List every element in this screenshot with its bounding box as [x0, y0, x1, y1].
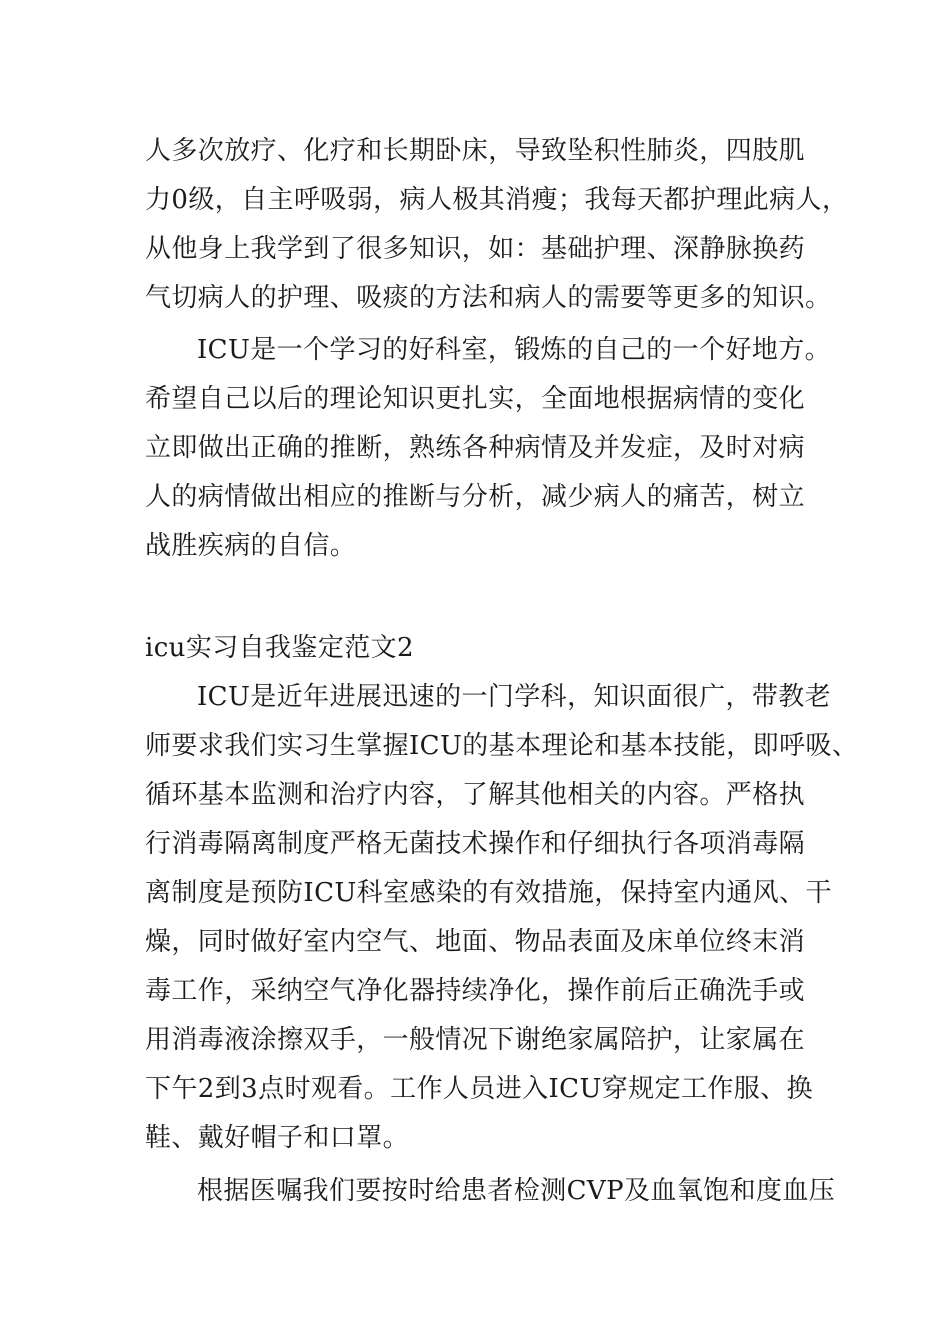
paragraph-2-line-3: 立即做出正确的推断，熟练各种病情及并发症，及时对病	[145, 433, 806, 463]
paragraph-3-line-3: 循环基本监测和治疗内容，了解其他相关的内容。严格执	[145, 780, 806, 810]
paragraph-3-line-7: 毒工作，采纳空气净化器持续净化，操作前后正确洗手或	[145, 976, 806, 1006]
paragraph-3-line-6: 燥，同时做好室内空气、地面、物品表面及床单位终末消	[145, 927, 806, 957]
paragraph-1-line-1: 人多次放疗、化疗和长期卧床，导致坠积性肺炎，四肢肌	[145, 136, 806, 166]
paragraph-3-line-5: 离制度是预防ICU科室感染的有效措施，保持室内通风、干	[145, 878, 832, 908]
paragraph-1-line-2: 力0级，自主呼吸弱，病人极其消瘦；我每天都护理此病人，	[145, 185, 849, 215]
paragraph-3-line-10: 鞋、戴好帽子和口罩。	[145, 1123, 410, 1153]
paragraph-3-line-9: 下午2到3点时观看。工作人员进入ICU穿规定工作服、换	[145, 1074, 813, 1104]
paragraph-3-line-4: 行消毒隔离制度严格无菌技术操作和仔细执行各项消毒隔	[145, 829, 806, 859]
paragraph-2-line-2: 希望自己以后的理论知识更扎实，全面地根据病情的变化	[145, 384, 806, 414]
paragraph-2-line-5: 战胜疾病的自信。	[145, 531, 357, 561]
paragraph-3-line-1: ICU是近年进展迅速的一门学科，知识面很广，带教老	[197, 682, 832, 712]
paragraph-1-line-4: 气切病人的护理、吸痰的方法和病人的需要等更多的知识。	[145, 283, 832, 313]
paragraph-4-line-1: 根据医嘱我们要按时给患者检测CVP及血氧饱和度血压	[197, 1176, 836, 1206]
section-heading: icu实习自我鉴定范文2	[145, 633, 414, 663]
paragraph-3-line-2: 师要求我们实习生掌握ICU的基本理论和基本技能，即呼吸、	[145, 731, 859, 761]
paragraph-3-line-8: 用消毒液涂擦双手，一般情况下谢绝家属陪护，让家属在	[145, 1025, 806, 1055]
paragraph-2-line-1: ICU是一个学习的好科室，锻炼的自己的一个好地方。	[197, 335, 832, 365]
paragraph-1-line-3: 从他身上我学到了很多知识，如：基础护理、深静脉换药	[145, 234, 806, 264]
paragraph-2-line-4: 人的病情做出相应的推断与分析，减少病人的痛苦，树立	[145, 482, 806, 512]
